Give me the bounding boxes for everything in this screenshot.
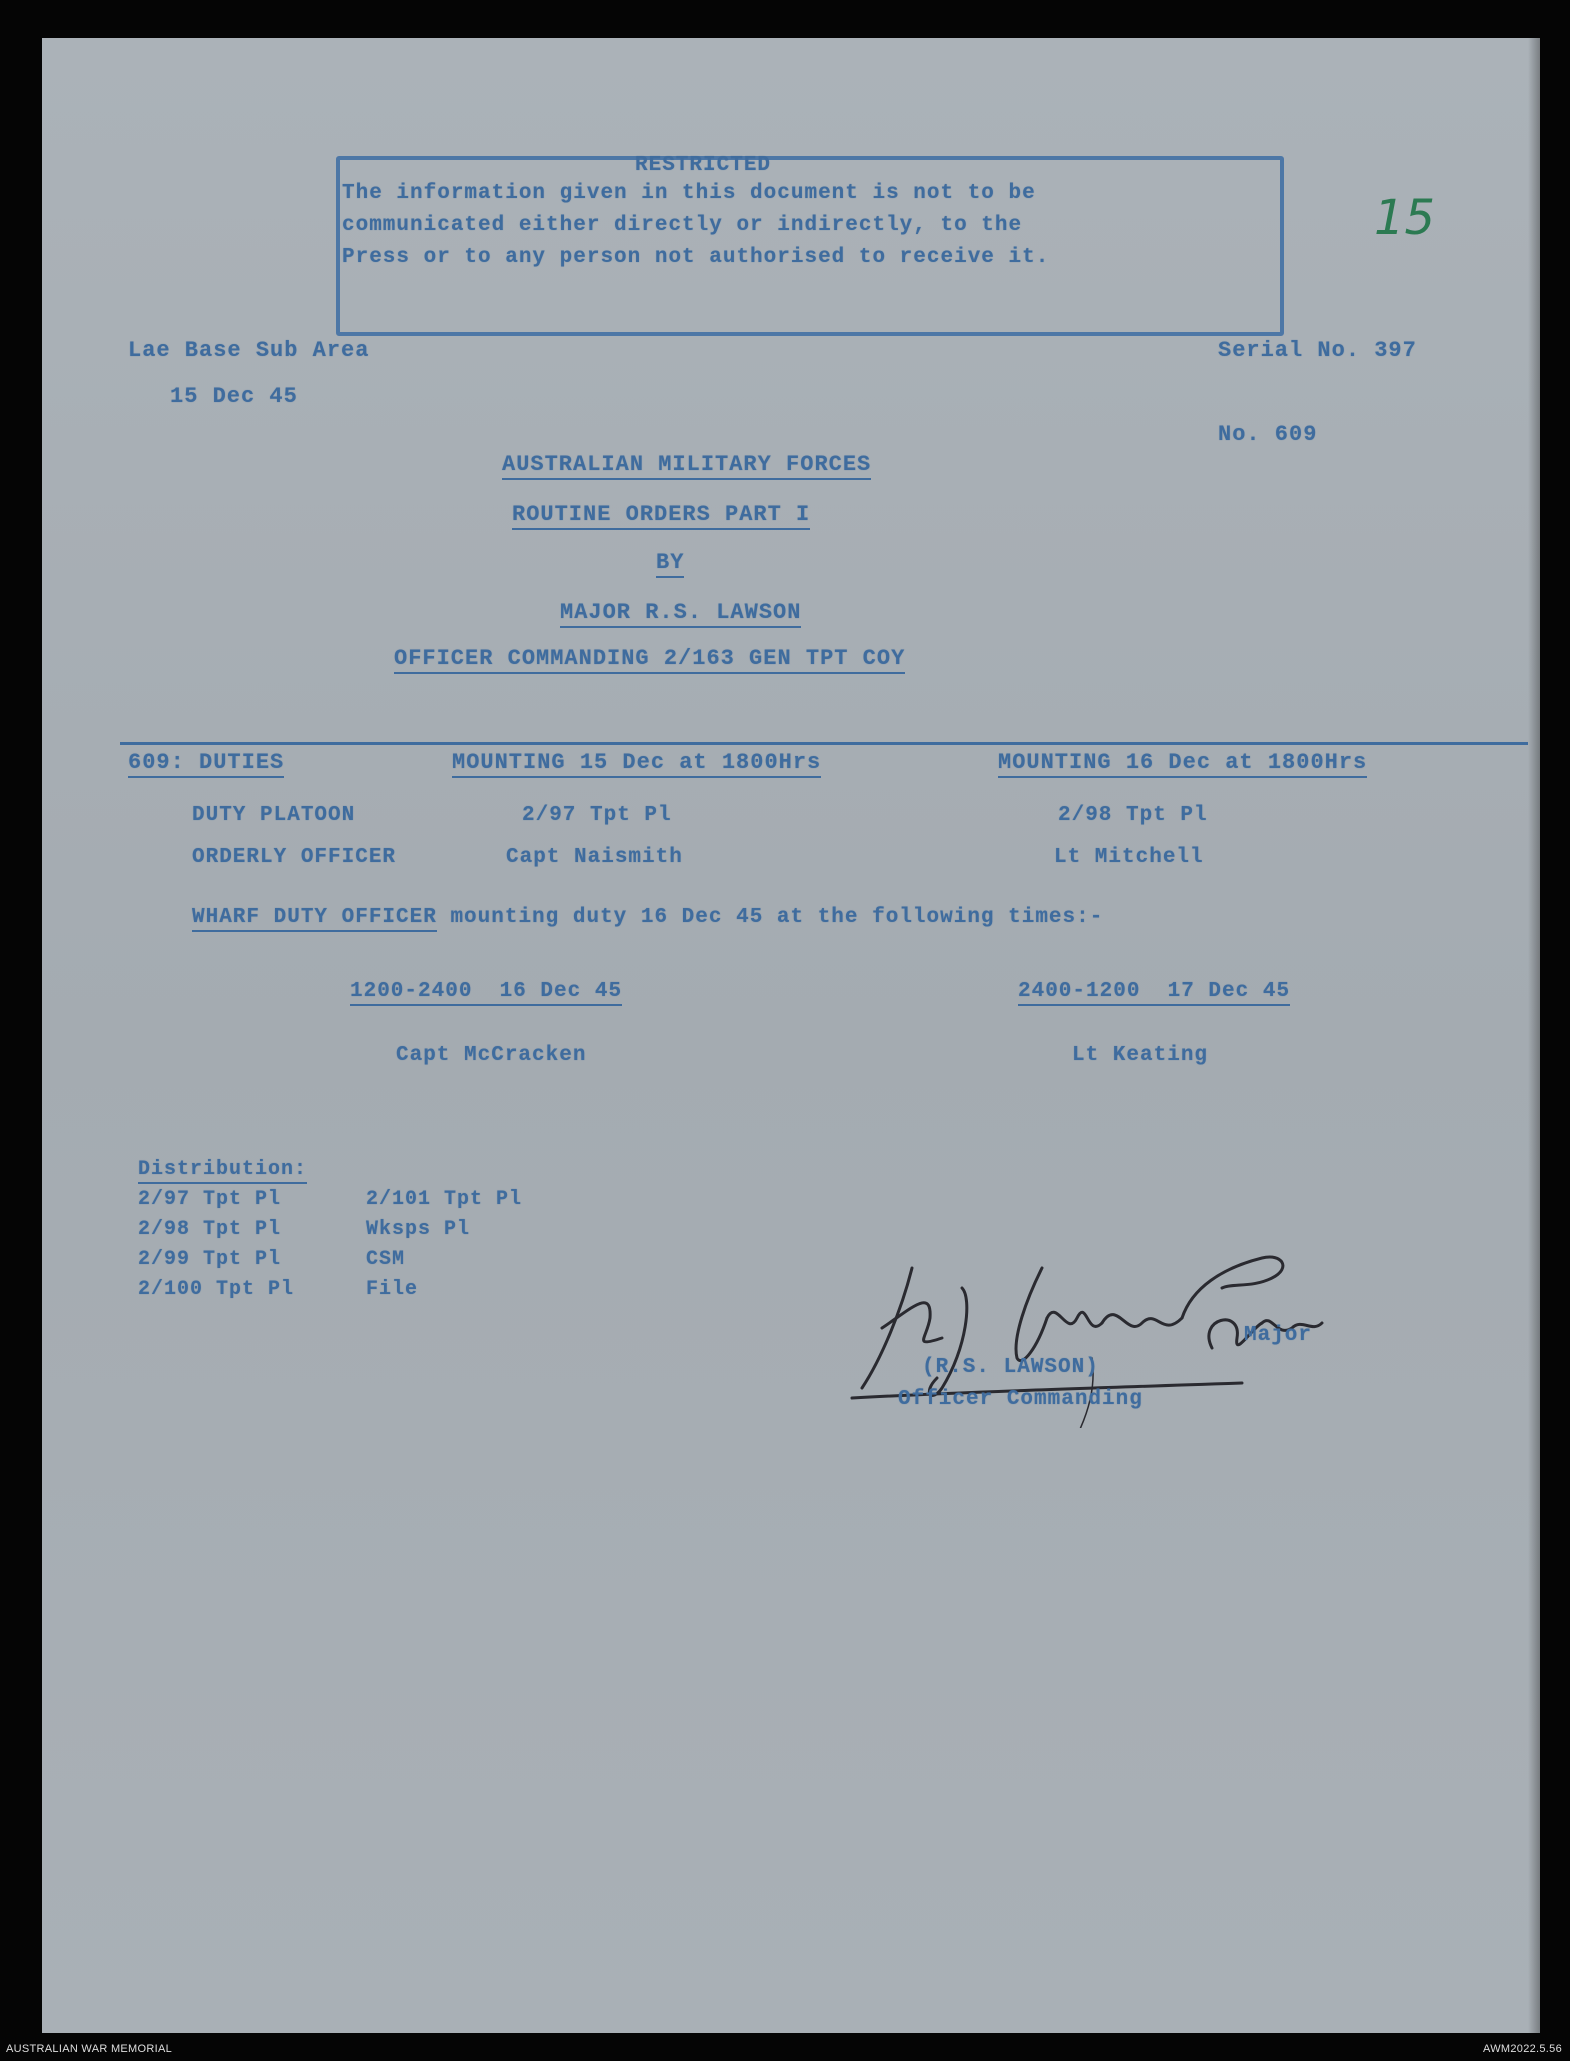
folio-number: 15 bbox=[1374, 190, 1436, 246]
distribution-col1-item-3: 2/99 Tpt Pl bbox=[138, 1248, 282, 1271]
distribution-col2-item-3: CSM bbox=[366, 1248, 406, 1271]
distribution-col1-item-2: 2/98 Tpt Pl bbox=[138, 1218, 282, 1241]
order-number: No. 609 bbox=[1218, 422, 1318, 447]
orderly-officer-col1: Capt Naismith bbox=[506, 846, 683, 869]
duty-platoon-col2: 2/98 Tpt Pl bbox=[1058, 804, 1208, 827]
wharf-duty-line bbox=[192, 906, 1103, 929]
signature-name: (R.S. LAWSON) bbox=[922, 1356, 1099, 1379]
duties-label-text: 609: DUTIES bbox=[128, 750, 284, 778]
distribution-col1-item-4: 2/100 Tpt Pl bbox=[138, 1278, 295, 1301]
title-officer-name: MAJOR R.S. LAWSON bbox=[560, 600, 801, 628]
duty-platoon-col1: 2/97 Tpt Pl bbox=[522, 804, 672, 827]
wharf-duty-label: WHARF DUTY OFFICER bbox=[192, 906, 437, 932]
distribution-col2-item-1: 2/101 Tpt Pl bbox=[366, 1188, 523, 1211]
title-by: BY bbox=[656, 550, 684, 578]
title-forces: AUSTRALIAN MILITARY FORCES bbox=[502, 452, 871, 480]
divider-rule bbox=[120, 742, 1528, 745]
distribution-col2-item-2: Wksps Pl bbox=[366, 1218, 471, 1241]
signature-title: Officer Commanding bbox=[898, 1388, 1143, 1411]
wharf-slot-2-time: 2400-1200 17 Dec 45 bbox=[1018, 980, 1290, 1006]
wharf-slot-2-officer: Lt Keating bbox=[1072, 1044, 1209, 1067]
title-routine-orders: ROUTINE ORDERS PART I bbox=[512, 502, 810, 530]
signature-rank: Major bbox=[1244, 1324, 1313, 1347]
distribution-heading: Distribution: bbox=[138, 1158, 307, 1184]
restricted-line-3: Press or to any person not authorised to receive it. bbox=[342, 246, 1050, 269]
footer-accession-number: AWM2022.5.56 bbox=[1482, 2043, 1562, 2055]
duties-col2-header: MOUNTING 16 Dec at 1800Hrs bbox=[998, 750, 1367, 778]
document-page bbox=[42, 38, 1540, 2033]
wharf-slot-1-officer: Capt McCracken bbox=[396, 1044, 587, 1067]
issue-date: 15 Dec 45 bbox=[170, 384, 298, 409]
serial-number: Serial No. 397 bbox=[1218, 338, 1417, 363]
restricted-line-2: communicated either directly or indirectly, to the bbox=[342, 214, 1023, 237]
distribution-col2-item-4: File bbox=[366, 1278, 419, 1301]
orderly-officer-col2: Lt Mitchell bbox=[1054, 846, 1204, 869]
restricted-line-1: The information given in this document is not to be bbox=[342, 182, 1036, 205]
location: Lae Base Sub Area bbox=[128, 338, 370, 363]
duties-item-label bbox=[128, 750, 284, 775]
orderly-officer-label: ORDERLY OFFICER bbox=[192, 846, 397, 869]
distribution-col1-item-1: 2/97 Tpt Pl bbox=[138, 1188, 282, 1211]
duties-col1-header: MOUNTING 15 Dec at 1800Hrs bbox=[452, 750, 821, 778]
title-command: OFFICER COMMANDING 2/163 GEN TPT COY bbox=[394, 646, 905, 674]
wharf-duty-text: mounting duty 16 Dec 45 at the following times:- bbox=[436, 906, 1104, 929]
restricted-heading: RESTRICTED bbox=[635, 154, 772, 177]
duty-platoon-label: DUTY PLATOON bbox=[192, 804, 356, 827]
wharf-slot-1-time: 1200-2400 16 Dec 45 bbox=[350, 980, 622, 1006]
footer-institution: AUSTRALIAN WAR MEMORIAL bbox=[6, 2043, 173, 2055]
